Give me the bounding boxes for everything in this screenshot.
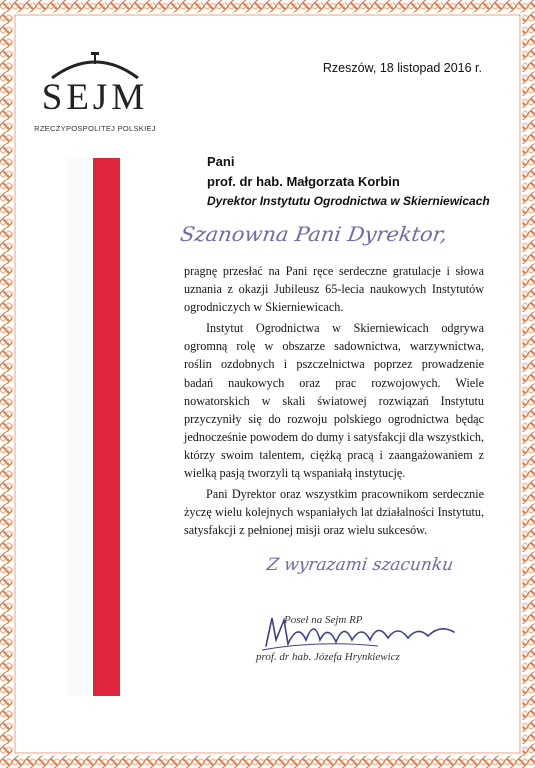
flag-ribbon-red — [93, 158, 120, 696]
addressee-name: prof. dr hab. Małgorzata Korbin — [207, 174, 400, 189]
addressee-salutation: Pani — [207, 154, 235, 169]
flag-ribbon-white — [67, 158, 92, 696]
signatory-role: Poseł na Sejm RP — [284, 614, 363, 626]
addressee-title: Dyrektor Instytutu Ogrodnictwa w Skierniewicach — [207, 194, 490, 208]
signatory-name: prof. dr hab. Józefa Hrynkiewicz — [256, 651, 400, 663]
sejm-logo — [30, 52, 160, 162]
letter-body — [184, 262, 484, 542]
addressee-block — [207, 152, 490, 210]
letter-date: Rzeszów, 18 listopad 2016 r. — [322, 61, 482, 75]
seal-subtitle: RZECZYPOSPOLITEJ POLSKIEJ — [34, 124, 156, 133]
handwritten-closing: Z wyrazami szacunku — [265, 555, 455, 575]
body-paragraph: Instytut Ogrodnictwa w Skierniewicach odgrywa ogromną rolę w obszarze sadownictwa, warzywnictwa, roślin ozdobnych i pszczelnictwa poprzez prowadzenie badań naukowych oraz prac rozwojowych. Wiele nowatorskich w skali światowej rozwiązań Instytutu przyczyniły się do rozwoju polskiego ogrodnictwa będąc jednocześnie powodem do dumy i satysfakcji dla wszystkich, którzy swoim talentem, ciężką pracą i zaangażowaniem z wielką pasją tworzyli tą wspaniałą instytucję. — [184, 321, 484, 481]
handwritten-greeting: Szanowna Pani Dyrektor, — [178, 223, 449, 246]
body-paragraph: pragnę przesłać na Pani ręce serdeczne gratulacje i słowa uznania z okazji Jubileusz 65-lecia naukowych Instytutów ogrodniczych w Skierniewicach. — [184, 264, 484, 315]
body-paragraph: Pani Dyrektor oraz wszystkim pracownikom serdecznie życzę wielu kolejnych wspaniałych lat działalności Instytutu, satysfakcji z pełnionej misji oraz wielu sukcesów. — [184, 487, 484, 538]
handwritten-signature — [258, 610, 468, 654]
seal-word: SEJM — [41, 77, 149, 118]
